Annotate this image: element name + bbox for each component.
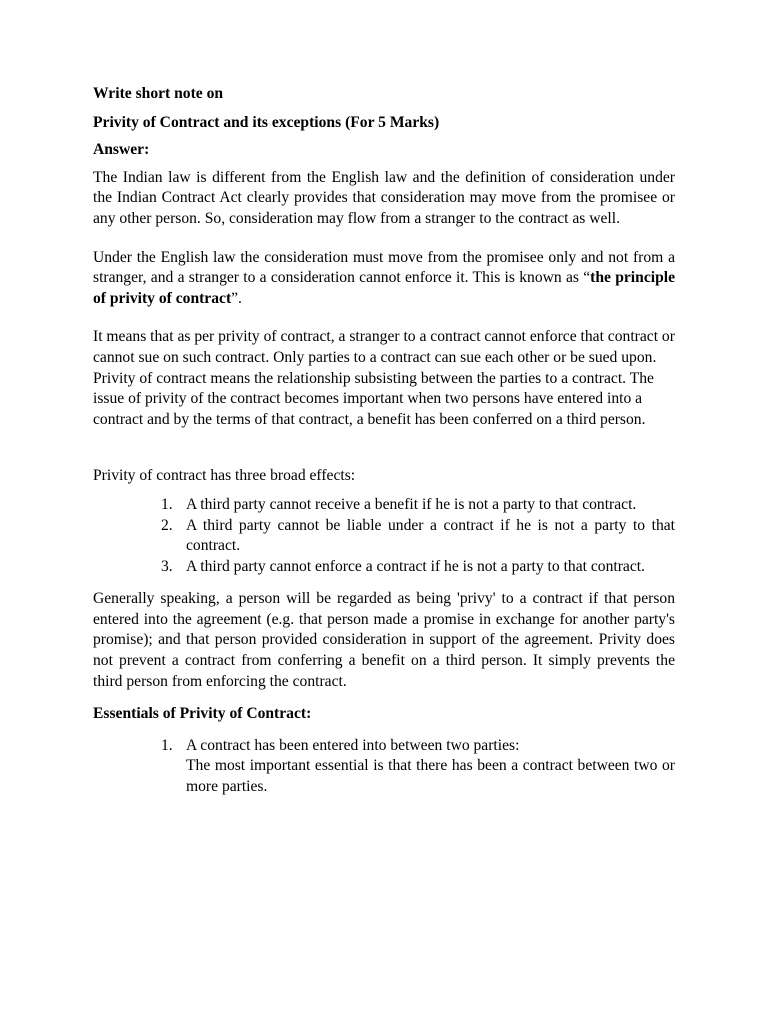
list-item-number: 3. xyxy=(161,557,173,575)
heading-topic: Privity of Contract and its exceptions (For 5 Marks) xyxy=(93,113,440,131)
heading-answer: Answer: xyxy=(93,141,150,159)
paragraph-english-law xyxy=(93,248,675,310)
list-item-number: 1. xyxy=(161,736,173,754)
list-item xyxy=(93,516,675,557)
paragraph-english-law-end: ”. xyxy=(231,289,242,307)
paragraph-meaning: It means that as per privity of contract, a stranger to a contract cannot enforce that contract or cannot sue on such contract. Only parties to a contract can sue each other or be sued upon. Privity of contract means the relationship subsisting between the parties to a contract. The issue of privity of the contract becomes important when two persons have entered into a contract and by the terms of that contract, a benefit has been conferred on a third person. xyxy=(93,328,675,428)
principle-of-privity-bold: the principle of privity of contract xyxy=(93,269,675,307)
essential-title: A contract has been entered into between two parties: xyxy=(186,736,520,754)
paragraph-privy: Generally speaking, a person will be regarded as being 'privy' to a contract if that person entered into the agreement (e.g. that person made a promise in exchange for another party's promise); and that person provided consideration in support of the agreement. Privity does not prevent a contract from conferring a benefit on a third person. It simply prevents the third person from enforcing the contract. xyxy=(93,590,675,690)
heading-essentials: Essentials of Privity of Contract: xyxy=(93,705,312,723)
list-item-text: A third party cannot receive a benefit if he is not a party to that contract. xyxy=(186,495,637,513)
paragraph-three-effects-intro: Privity of contract has three broad effects: xyxy=(93,467,356,485)
paragraph-english-law-text: Under the English law the consideration must move from the promisee only and not from a stranger, and a stranger to a consideration cannot enforce it. This is known as “ xyxy=(93,248,675,287)
heading-write-short-note: Write short note on xyxy=(93,85,224,102)
document-page xyxy=(93,84,675,798)
list-item-number: 2. xyxy=(161,516,173,534)
list-item xyxy=(93,736,675,798)
paragraph-indian-law: The Indian law is different from the English law and the definition of consideration under the Indian Contract Act clearly provides that consideration may move from the promisee or any other person. So, consideration may flow from a stranger to the contract as well. xyxy=(93,168,675,227)
list-item-number: 1. xyxy=(161,495,173,513)
list-item xyxy=(93,557,675,578)
essentials-list xyxy=(93,736,675,798)
list-item xyxy=(93,495,675,516)
essential-text: The most important essential is that there has been a contract between two or more parties. xyxy=(186,757,675,796)
effects-list xyxy=(93,495,675,577)
list-item-text: A third party cannot be liable under a contract if he is not a party to that contract. xyxy=(186,516,675,555)
list-item-text: A third party cannot enforce a contract if he is not a party to that contract. xyxy=(186,557,645,575)
